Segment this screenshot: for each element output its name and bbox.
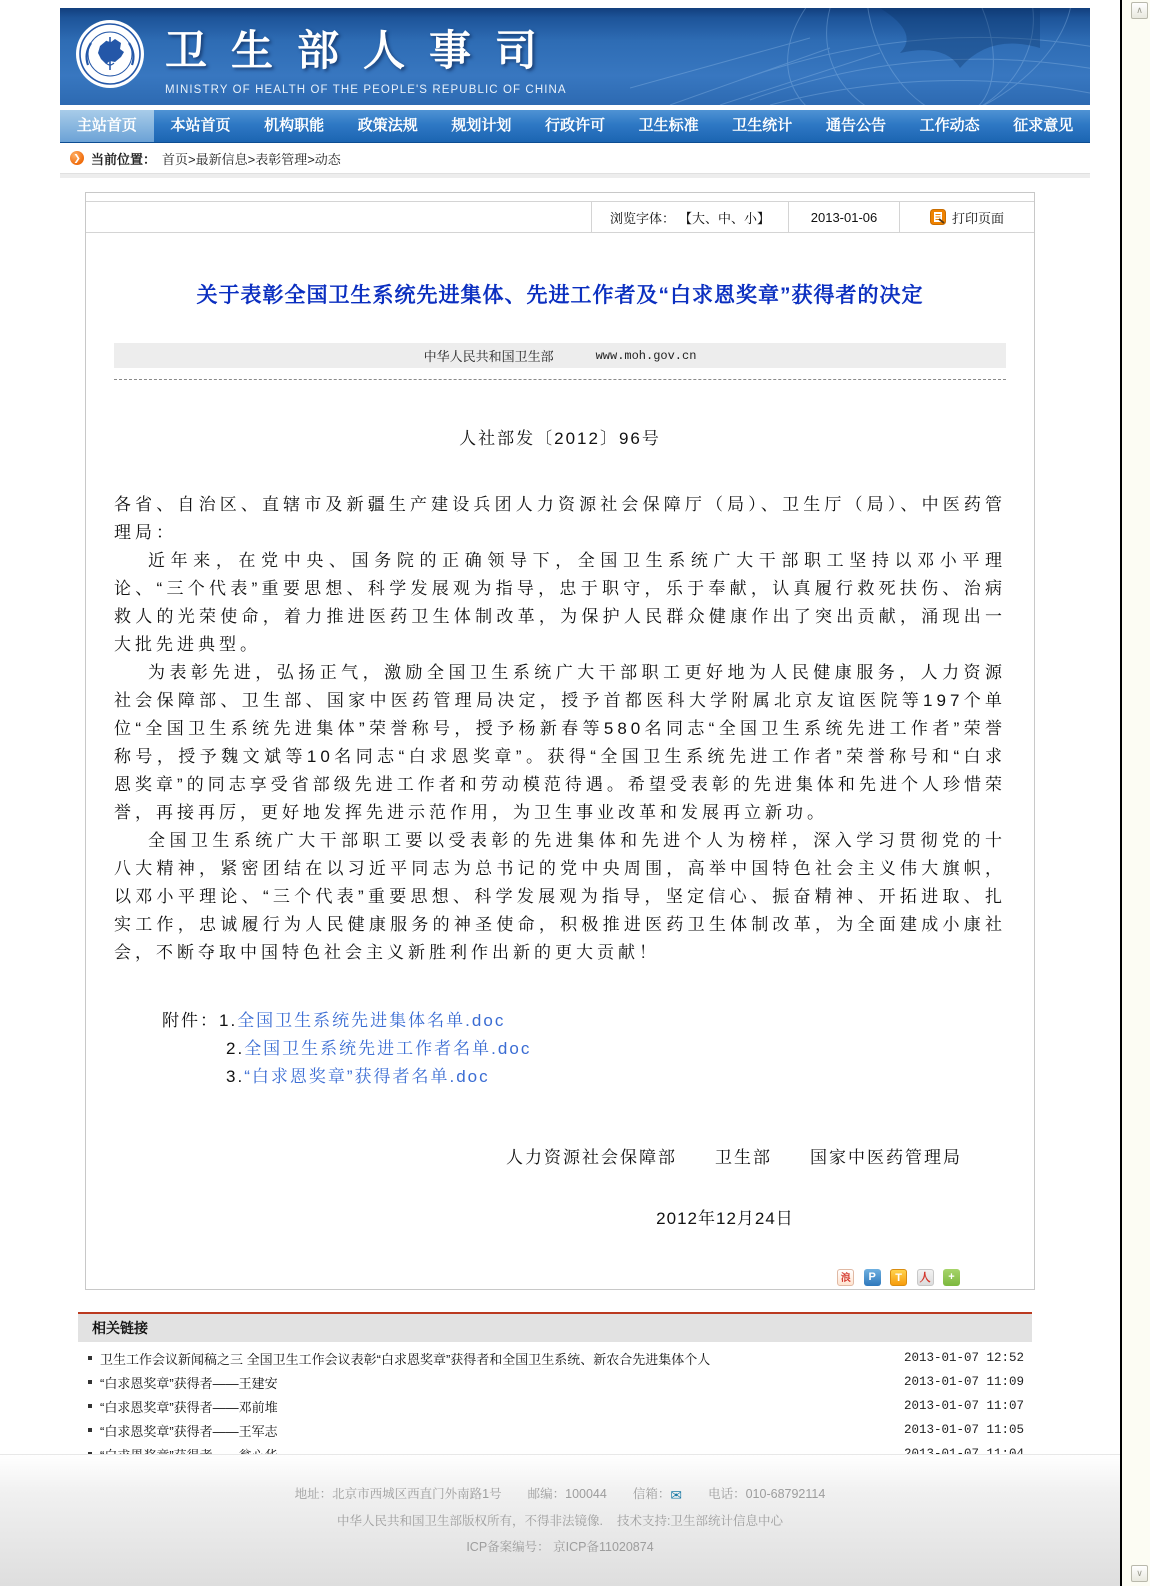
- nav-item-feedback[interactable]: 征求意见: [1013, 117, 1074, 134]
- dashed-separator: [114, 379, 1006, 380]
- article-salutation: 各省、自治区、直辖市及新疆生产建设兵团人力资源社会保障厅（局）、卫生厅（局）、中医药管理局：: [114, 495, 1006, 542]
- site-title: 卫生部人事司: [165, 27, 562, 74]
- related-link-date: 2013-01-07 11:09: [903, 1375, 1024, 1389]
- article-text: [114, 491, 1006, 967]
- footer-contact-line: [0, 1455, 1120, 1508]
- share-bar: [114, 1269, 1006, 1289]
- font-size-options[interactable]: 【大、中、小】: [679, 210, 771, 226]
- article-box: [85, 192, 1035, 1290]
- breadcrumb-label: 当前位置：: [91, 151, 157, 167]
- scrollbar[interactable]: [1120, 0, 1150, 1586]
- tencent-pengyou-share-icon[interactable]: P: [864, 1269, 881, 1286]
- nav-item-functions[interactable]: 机构职能: [264, 117, 325, 134]
- related-link-date: 2013-01-07 12:52: [903, 1351, 1024, 1365]
- bullet-icon: [88, 1356, 92, 1360]
- list-item: [78, 1370, 1032, 1394]
- content-column: [60, 8, 1090, 1526]
- attachment-link-collectives[interactable]: 全国卫生系统先进集体名单.doc: [237, 1011, 506, 1030]
- tencent-weibo-share-icon[interactable]: T: [890, 1269, 907, 1286]
- font-size-label: 浏览字体：: [609, 210, 675, 226]
- publish-date: 2013-01-06: [788, 202, 899, 232]
- list-item: [78, 1418, 1032, 1442]
- article-title: 关于表彰全国卫生系统先进集体、先进工作者及“白求恩奖章”获得者的决定: [196, 284, 924, 307]
- page-footer: [0, 1454, 1120, 1586]
- list-item: [78, 1394, 1032, 1418]
- attachment-number: 2.: [226, 1039, 245, 1058]
- article-date: 2012年12月24日: [656, 1209, 794, 1228]
- attachment-row: [162, 1007, 1006, 1035]
- breadcrumb-arrow-icon: ❯: [70, 151, 84, 165]
- nav-item-announcements[interactable]: 通告公告: [825, 117, 886, 134]
- attachment-number: 1.: [219, 1011, 238, 1030]
- print-page-label: 打印页面: [951, 210, 1004, 226]
- related-link[interactable]: 卫生工作会议新闻稿之三 全国卫生工作会议表彰“白求恩奖章”获得者和全国卫生系统、新农合先进集体个人: [100, 1351, 711, 1367]
- document-number: 人社部发〔2012〕96号: [459, 429, 661, 448]
- scroll-up-button[interactable]: ∧: [1131, 2, 1148, 19]
- sina-weibo-share-icon[interactable]: 浪: [837, 1269, 854, 1286]
- article-paragraph: 近年来，在党中央、国务院的正确领导下，全国卫生系统广大干部职工坚持以邓小平理论、“三个代表”重要思想、科学发展观为指导，忠于职守，乐于奉献，认真履行救死扶伤、治病救人的光荣使命，着力推进医药卫生体制改革，为保护人民群众健康作出了突出贡献，涌现出一大批先进典型。: [114, 551, 1006, 654]
- article-paragraph: 为表彰先进，弘扬正气，激励全国卫生系统广大干部职工更好地为人民健康服务，人力资源社会保障部、卫生部、国家中医药管理局决定，授予首都医科大学附属北京友谊医院等197个单位“全国卫生系统先进集体”荣誉称号，授予杨新春等580名同志“全国卫生系统先进工作者”荣誉称号，授予魏文斌等10名同志“白求恩奖章”。获得“全国卫生系统先进工作者”荣誉称号和“白求恩奖章”的同志享受省部级先进工作者和劳动模范待遇。希望受表彰的先进集体和先进个人珍惜荣誉，再接再厉，更好地发挥先进示范作用，为卫生事业改革和发展再立新功。: [114, 663, 1006, 822]
- nav-item-statistics[interactable]: 卫生统计: [732, 117, 793, 134]
- article-paragraph: 全国卫生系统广大干部职工要以受表彰的先进集体和先进个人为榜样，深入学习贯彻党的十八大精神，紧密团结在以习近平同志为总书记的党中央周围，高举中国特色社会主义伟大旗帜，以邓小平理论、“三个代表”重要思想、科学发展观为指导，坚定信心、振奋精神、开拓进取、扎实工作，忠诚履行为人民健康服务的神圣使命，积极推进医药卫生体制改革，为全面建成小康社会，不断夺取中国特色社会主义新胜利作出新的更大贡献！: [114, 831, 1006, 962]
- nav-item-policies[interactable]: 政策法规: [357, 117, 418, 134]
- font-size-control: [591, 202, 788, 232]
- article-source-url: www.moh.gov.cn: [595, 348, 697, 363]
- footer-copyright-line: [0, 1508, 1120, 1534]
- attachment-link-bethune-medal[interactable]: “白求恩奖章”获得者名单.doc: [244, 1067, 490, 1086]
- article-body-area: [86, 279, 1034, 1289]
- attachment-row: [162, 1063, 1006, 1091]
- bullet-icon: [88, 1428, 92, 1432]
- article-toolbar: [86, 201, 1034, 233]
- footer-icp-line: [0, 1534, 1120, 1560]
- breadcrumb-divider: [60, 174, 1090, 178]
- nav-item-work-news[interactable]: 工作动态: [919, 117, 980, 134]
- nav-item-planning[interactable]: 规划计划: [451, 117, 512, 134]
- attachment-link-workers[interactable]: 全国卫生系统先进工作者名单.doc: [244, 1039, 532, 1058]
- attachments-label: 附件：: [162, 1011, 219, 1030]
- related-link-date: 2013-01-07 11:07: [903, 1399, 1024, 1413]
- nav-item-site-home[interactable]: 本站首页: [170, 117, 231, 134]
- breadcrumb: [60, 143, 1090, 174]
- related-link[interactable]: “白求恩奖章”获得者——王军志: [100, 1423, 278, 1439]
- list-item: [78, 1346, 1032, 1370]
- footer-address: 地址：北京市西城区西直门外南路1号: [294, 1487, 502, 1501]
- nav-item-standards[interactable]: 卫生标准: [638, 117, 699, 134]
- article-source-bar: [114, 343, 1006, 368]
- globe-decoration-graphic: [630, 8, 1090, 105]
- mailbox-envelope-icon[interactable]: ✉: [670, 1486, 683, 1503]
- related-link-date: 2013-01-07 11:05: [903, 1423, 1024, 1437]
- footer-icp: ICP备案编号： 京ICP备11020874: [466, 1539, 654, 1554]
- attachments: [162, 1007, 1006, 1091]
- related-links-title: 相关链接: [78, 1314, 1032, 1342]
- breadcrumb-path[interactable]: 首页>最新信息>表彰管理>动态: [162, 151, 341, 167]
- renren-share-icon[interactable]: 人: [917, 1269, 934, 1286]
- attachment-row: [162, 1035, 1006, 1063]
- banner-titles: [165, 18, 567, 96]
- footer-support: 技术支持:卫生部统计信息中心: [617, 1513, 783, 1528]
- nav-item-main-home[interactable]: 主站首页: [60, 110, 154, 142]
- bullet-icon: [88, 1404, 92, 1408]
- scroll-down-button[interactable]: ∨: [1131, 1565, 1148, 1582]
- footer-phone: 电话：010-68792114: [708, 1487, 826, 1501]
- share-more-icon[interactable]: +: [943, 1269, 960, 1286]
- footer-copyright: 中华人民共和国卫生部版权所有，不得非法镜像.: [337, 1513, 603, 1528]
- attachment-number: 3.: [226, 1067, 245, 1086]
- related-link[interactable]: “白求恩奖章”获得者——王建安: [100, 1375, 278, 1391]
- ministry-logo: [75, 19, 145, 94]
- footer-postcode: 邮编：100044: [527, 1487, 607, 1501]
- main-nav: [60, 110, 1090, 143]
- printer-icon: [930, 209, 946, 225]
- print-page-button[interactable]: [899, 202, 1034, 232]
- toolbar-spacer: [86, 202, 591, 232]
- article-signature: 人力资源社会保障部 卫生部 国家中医药管理局: [506, 1148, 962, 1167]
- site-banner: [60, 8, 1090, 105]
- article-source: 中华人民共和国卫生部: [423, 349, 554, 364]
- footer-mailbox-label: 信箱：: [632, 1487, 671, 1501]
- nav-item-licensing[interactable]: 行政许可: [545, 117, 606, 134]
- related-link[interactable]: “白求恩奖章”获得者——邓前堆: [100, 1399, 278, 1415]
- bullet-icon: [88, 1380, 92, 1384]
- site-subtitle: MINISTRY OF HEALTH OF THE PEOPLE'S REPUBLIC OF CHINA: [165, 84, 567, 96]
